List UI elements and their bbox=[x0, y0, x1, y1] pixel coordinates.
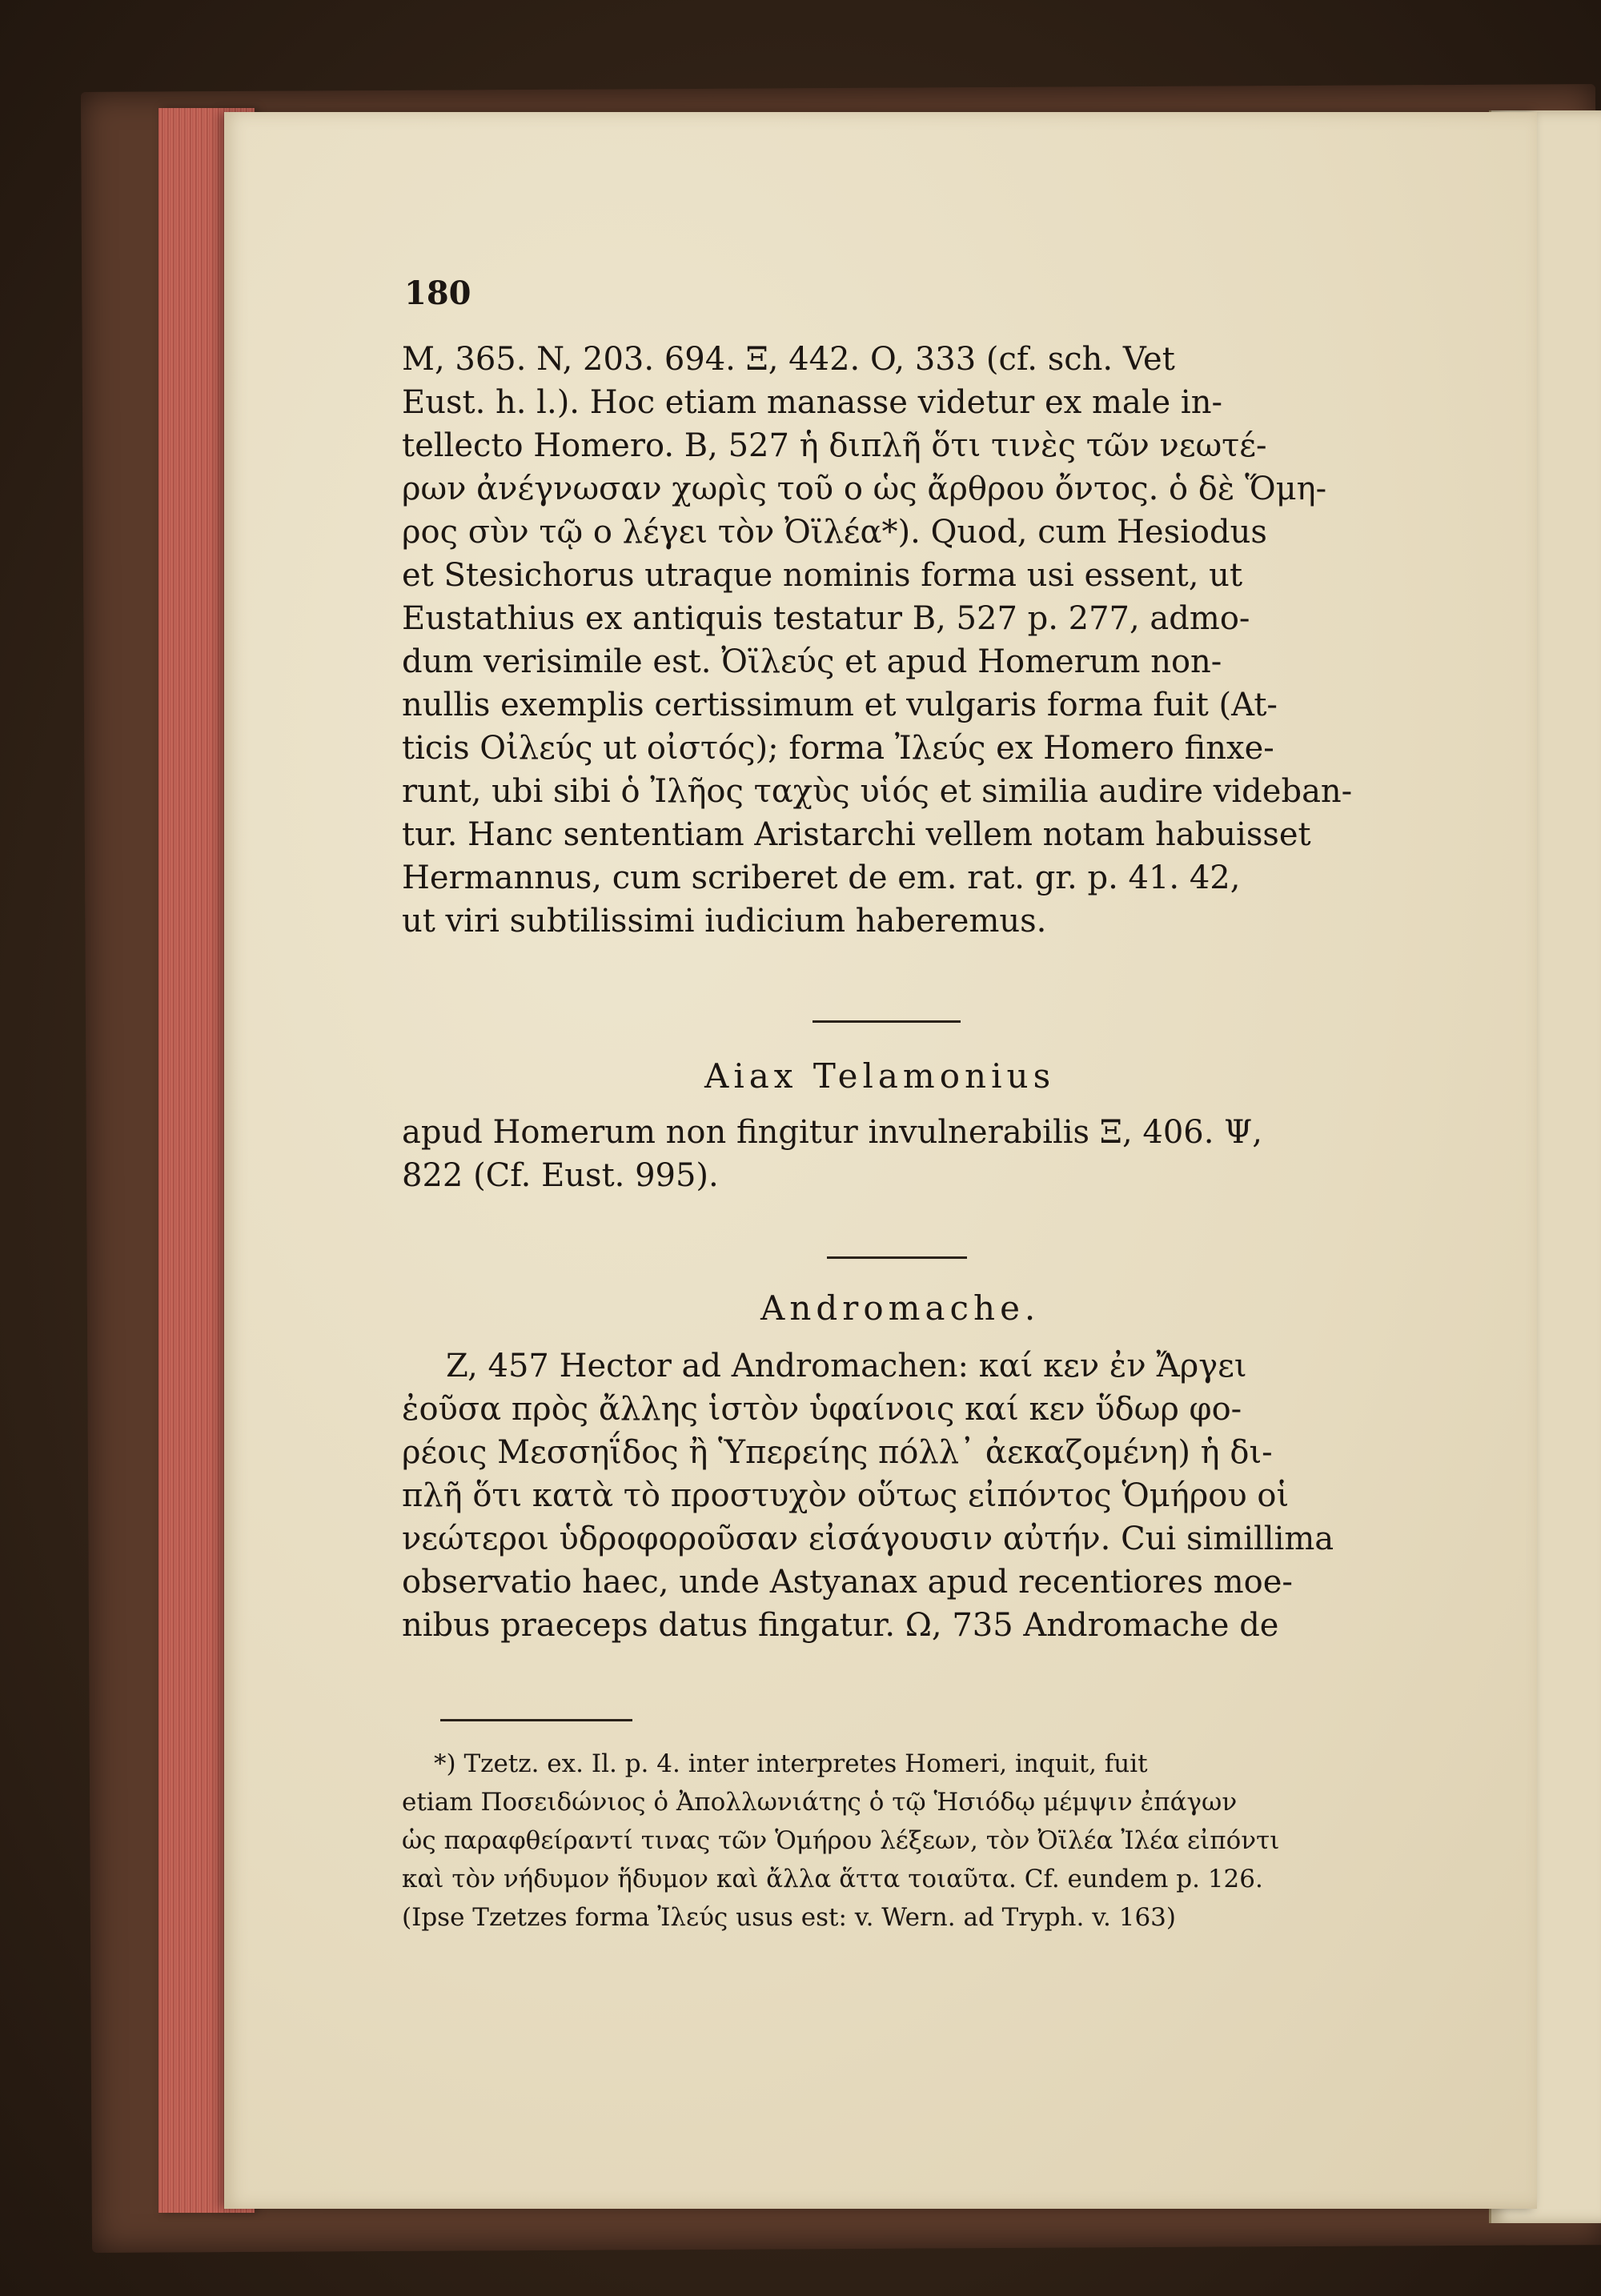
text-line: tur. Hanc sententiam Aristarchi vellem notam habuisset bbox=[402, 816, 1311, 853]
text-line: Eust. h. l.). Hoc etiam manasse videtur ex male in- bbox=[402, 384, 1222, 421]
text-line: apud Homerum non fingitur invulnerabilis Ξ, 406. Ψ, bbox=[402, 1114, 1262, 1151]
paragraph-3 bbox=[402, 1344, 1334, 1647]
text-line: πλῆ ὅτι κατὰ τὸ προστυχὸν οὕτως εἰπόντος Ὁμήρου οἱ bbox=[402, 1477, 1290, 1514]
text-line: nullis exemplis certissimum et vulgaris forma fuit (At- bbox=[402, 687, 1278, 723]
text-line: M, 365. N, 203. 694. Ξ, 442. O, 333 (cf. sch. Vet bbox=[402, 341, 1175, 378]
text-line: tellecto Homero. B, 527 ἡ διπλῆ ὅτι τινὲς τῶν νεωτέ- bbox=[402, 427, 1267, 464]
section-heading-aiax: Aiax Telamonius bbox=[704, 1056, 1056, 1096]
text-line: dum verisimile est. Ὀϊλεύς et apud Homerum non- bbox=[402, 643, 1222, 680]
section-divider bbox=[827, 1256, 967, 1259]
footnote-line: etiam Ποσειδώνιος ὁ Ἀπολλωνιάτης ὁ τῷ Ἡσιόδῳ μέμψιν ἐπάγων bbox=[402, 1788, 1238, 1817]
text-line: ρων ἀνέγνωσαν χωρὶς τοῦ ο ὡς ἄρθρου ὄντος. ὁ δὲ Ὅμη- bbox=[402, 471, 1327, 507]
text-line: νεώτεροι ὑδροφοροῦσαν εἰσάγουσιν αὐτήν. Cui simillima bbox=[402, 1521, 1334, 1557]
text-line: runt, ubi sibi ὁ Ἰλῆος ταχὺς υἱός et similia audire videban- bbox=[402, 773, 1353, 810]
page-number: 180 bbox=[404, 274, 471, 312]
text-line: 822 (Cf. Eust. 995). bbox=[402, 1157, 719, 1194]
text-line: ρος σὺν τῷ ο λέγει τὸν Ὀϊλέα*). Quod, cum Hesiodus bbox=[402, 514, 1267, 551]
section-heading-andromache: Andromache. bbox=[760, 1288, 1041, 1328]
text-line: ut viri subtilissimi iudicium haberemus. bbox=[402, 903, 1047, 940]
footnote bbox=[402, 1745, 1279, 1937]
text-line: observatio haec, unde Astyanax apud recentiores moe- bbox=[402, 1564, 1293, 1601]
paragraph-2 bbox=[402, 1111, 1262, 1197]
book-page bbox=[224, 112, 1537, 2209]
footnote-line: ὡς παραφθείραντί τινας τῶν Ὁμήρου λέξεων, τὸν Ὀϊλέα Ἰλέα εἰπόντι bbox=[402, 1826, 1280, 1855]
footnote-rule bbox=[440, 1719, 632, 1721]
text-line: Z, 457 Hector ad Andromachen: καί κεν ἐν Ἄργει bbox=[446, 1348, 1247, 1384]
footnote-line: *) Tzetz. ex. Il. p. 4. inter interpretes Homeri, inquit, fuit bbox=[434, 1749, 1148, 1778]
text-line: nibus praeceps datus fingatur. Ω, 735 Andromache de bbox=[402, 1607, 1279, 1644]
text-line: et Stesichorus utraque nominis forma usi essent, ut bbox=[402, 557, 1243, 594]
text-line: ρέοις Μεσσηΐδος ἢ Ὑπερείης πόλλ᾽ ἀεκαζομένη) ἡ δι- bbox=[402, 1434, 1273, 1471]
text-line: ticis Οἰλεύς ut οἰστός); forma Ἰλεύς ex Homero finxe- bbox=[402, 730, 1274, 767]
section-divider bbox=[813, 1020, 961, 1023]
text-line: ἐοῦσα πρὸς ἄλλης ἱστὸν ὑφαίνοις καί κεν ὕδωρ φο- bbox=[402, 1391, 1242, 1428]
footnote-line: (Ipse Tzetzes forma Ἰλεύς usus est: v. Wern. ad Tryph. v. 163) bbox=[402, 1903, 1176, 1932]
paragraph-1 bbox=[402, 338, 1352, 943]
text-line: Hermannus, cum scriberet de em. rat. gr. p. 41. 42, bbox=[402, 859, 1241, 896]
footnote-line: καὶ τὸν νήδυμον ἥδυμον καὶ ἄλλα ἅττα τοιαῦτα. Cf. eundem p. 126. bbox=[402, 1865, 1263, 1893]
text-line: Eustathius ex antiquis testatur B, 527 p. 277, admo- bbox=[402, 600, 1250, 637]
